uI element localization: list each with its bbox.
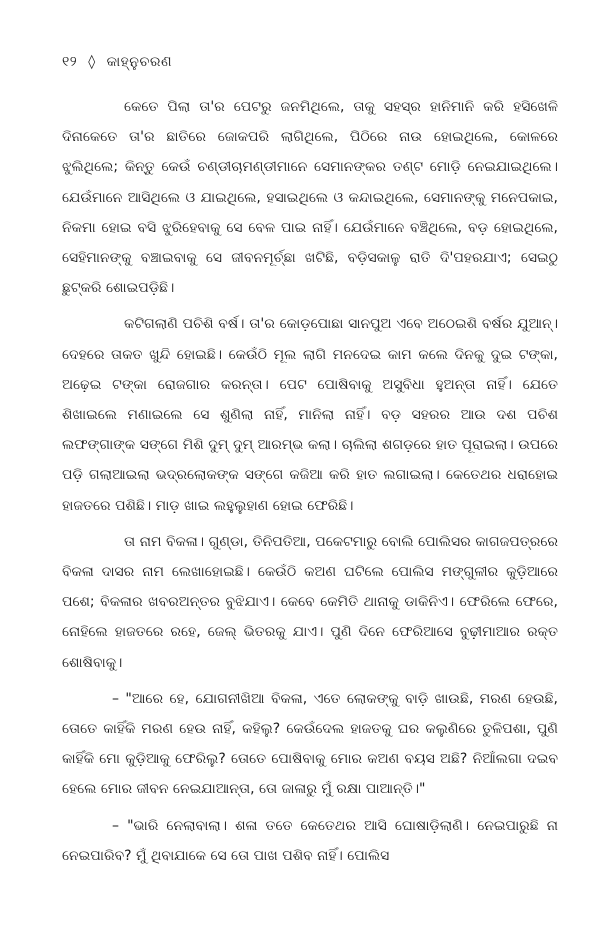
running-header bbox=[62, 54, 172, 70]
book-title: କାହ୍ନୁଚରଣ bbox=[106, 54, 173, 70]
header-separator: ◊ bbox=[88, 54, 96, 70]
body-text bbox=[62, 92, 558, 877]
paragraph-2: କଟିଗଲାଣି ପଚିଶି ବର୍ଷ। ତା'ର କୋଡ଼ପୋଛା ସାନପୁଅ ଏବେ ଅଠେଇଶି ବର୍ଷର ଯୁଆନ୍। ଦେହରେ ତାକତ ଖୁନ୍ଦି ହୋଇଛି। କେଉଁଠି ମୂଲ ଲାଗି ମନଦେଇ କାମ କଲେ ଦିନକୁ ଦୁଇ ଟଙ୍କା, ଅଢ଼େଇ ଟଙ୍କା ରୋଜଗାର କରନ୍ତା। ପେଟ ପୋଷିବାକୁ ଅସୁବିଧା ହୁଅନ୍ତା ନାହିଁ। ଯେତେ ଶିଖାଇଲେ ମଣାଇଲେ ସେ ଶୁଣିଲା ନାହିଁ, ମାନିଲା ନାହିଁ। ବଡ଼ ସହରର ଆଉ ଦଶ ପଚିଶ ଲଫଙ୍ଗାଙ୍କ ସଙ୍ଗେ ମିଶି ଦୁମ୍ ଦୁମ୍ ଆରମ୍ଭ କଲା। ଚାଲିଲା ଶଗଡ଼ରେ ହାତ ପୂରାଇଲା। ଉପରେ ପଡ଼ି ଗଲାଆଇଲା ଭଦ୍ରଲୋକଙ୍କ ସଙ୍ଗେ କଜିଆ କରି ହାତ ଲଗାଇଲା। କେତେଥର ଧରାହୋଇ ହାଜତରେ ପଶିଛି। ମାଡ଼ ଖାଇ ଲହୁଲୁହାଣ ହୋଇ ଫେରିଛି। bbox=[62, 316, 558, 514]
page-number: ୧୨ bbox=[62, 54, 78, 70]
paragraph-3: ତା ନାମ ବିକଳା। ଗୁଣ୍ଡା, ତିନିପତିଆ, ପକେଟମାରୁ ବୋଲି ପୋଲିସର କାଗଜପତ୍ରରେ ବିକଳା ଦାସର ନାମ ଲେଖାହୋଇଛି। କେଉଁଠି କଅଣ ଘଟିଲେ ପୋଲିସ ମଙ୍ଗୁଳୀର କୁଡ଼ିଆରେ ପଶେ; ବିକଳାର ଖବରଅନ୍ତର ବୁଝିଯାଏ। କେବେ କେମିତି ଥାନାକୁ ଡାକିନିଏ। ଫେରିଲେ ଫେରେ, ନୋହିଲେ ହାଜତରେ ରହେ, ଜେଲ୍ ଭିତରକୁ ଯାଏ। ପୁଣି ଦିନେ ଫେରିଆସେ ବୁଢ଼ୀମାଆର ରକ୍ତ ଶୋଷିବାକୁ। bbox=[62, 533, 558, 671]
dialogue-2: – "ଭାରି ନେଲାବାଲା। ଶଳା ତତେ କେତେଥର ଆସି ଘୋଷାଡ଼ିଲାଣି। ନେଇପାରୁଛି ନା ନେଇପାରିବ? ମୁଁ ଥିବାଯାକେ ସେ ତୋ ପାଖ ପଶିବ ନାହିଁ। ପୋଲିସ bbox=[62, 817, 558, 864]
dialogue-1: – "ଆରେ ହେ, ଯୋଗନୀଖିଆ ବିକଳା, ଏତେ ଲୋକଙ୍କୁ ବାଡ଼ି ଖାଉଛି, ମରଣ ହେଉଛି, ତୋତେ କାହିଁକି ମରଣ ହେଉ ନାହିଁ, କହିଲୁ? କେଉଁଦେଲ ହାଜତକୁ ଘର କଲୁଣିରେ ତୁଳିପଶା, ପୁଣି କାହିଁକି ମୋ କୁଡ଼ିଆକୁ ଫେରିଲୁ? ତୋତେ ପୋଷିବାକୁ ମୋର କଅଣ ବୟସ ଅଛି? ନିଆଁଲଗା ଦଇବ ହେଲେ ମୋର ଜୀବନ ନେଇଯାଆନ୍ତା, ତୋ ଜାଳାରୁ ମୁଁ ରକ୍ଷା ପାଆନ୍ତି।" bbox=[62, 690, 558, 798]
paragraph-1: କେତେ ପିଲା ତା'ର ପେଟରୁ ଜନମିଥିଲେ, ତାକୁ ସହସ୍ର ହାନିମାନି କରି ହସିଖେଳି ଦିନାକେତେ ତା'ର ଛାତିରେ ଜୋକପରି ଲାଗିଥିଲେ, ପିଠିରେ ନାଉ ହୋଇଥିଲେ, କୋଳରେ ଝୁଲିଥିଲେ; କିନ୍ତୁ କେଉଁ ଚଣ୍ଡୀଚାମଣ୍ଡୀମାନେ ସେମାନଙ୍କର ତଣ୍ଟ ମୋଡ଼ି ନେଇଯାଇଥିଲେ। ଯେଉଁମାନେ ଆସିଥିଲେ ଓ ଯାଇଥିଲେ, ହସାଇଥିଲେ ଓ କନ୍ଦାଇଥିଲେ, ସେମାନଙ୍କୁ ମନେପକାଇ, ନିକମା ହୋଇ ବସି ଝୁରିହେବାକୁ ସେ ବେଳ ପାଇ ନାହିଁ। ଯେଉଁମାନେ ବଞ୍ଚିଥିଲେ, ବଡ଼ ହୋଇଥିଲେ, ସେହିମାନଙ୍କୁ ବଞ୍ଚାଇବାକୁ ସେ ଜୀବନମୂର୍ଚ୍ଛା ଖଟିଛି, ବଡ଼ିସକାଳୁ ରାତି ଦି'ପହରଯାଏ; ସେଇଠୁ ଛୁଟ୍‌କରି ଶୋଇପଡ଼ିଛି। bbox=[62, 99, 558, 297]
